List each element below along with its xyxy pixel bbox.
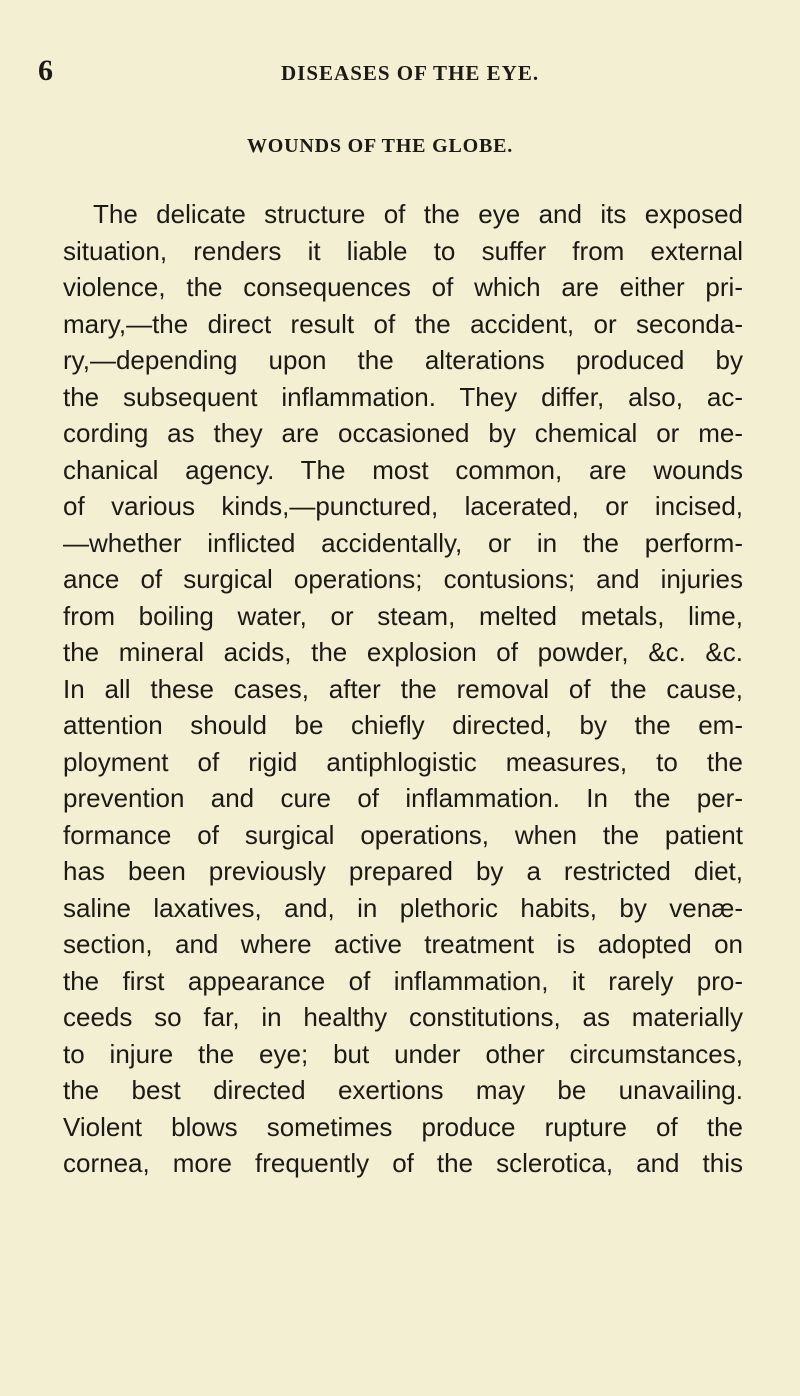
page-number: 6 bbox=[38, 54, 53, 87]
text-line: violence, the consequences of which are either pri- bbox=[63, 272, 743, 302]
text-line: situation, renders it liable to suffer from external bbox=[63, 235, 743, 266]
text-line: section, and where active treatment is adopted on bbox=[63, 929, 743, 959]
text-line: Violent blows sometimes produce rupture of the bbox=[63, 1111, 743, 1142]
running-header bbox=[38, 52, 762, 92]
text-line: chanical agency. The most common, are wounds bbox=[63, 454, 743, 485]
text-line: the subsequent inflammation. They differ, also, ac- bbox=[63, 381, 743, 412]
text-line: The delicate structure of the eye and its exposed bbox=[93, 199, 743, 229]
section-heading: WOUNDS OF THE GLOBE. bbox=[247, 135, 514, 157]
text-line: attention should be chiefly directed, by the em- bbox=[63, 710, 743, 740]
text-line: cording as they are occasioned by chemical or me- bbox=[63, 418, 743, 448]
text-line: to injure the eye; but under other circumstances, bbox=[63, 1038, 743, 1069]
text-line: the best directed exertions may be unavailing. bbox=[63, 1075, 743, 1105]
running-title: DISEASES OF THE EYE. bbox=[281, 61, 540, 85]
text-line: has been previously prepared by a restricted diet, bbox=[63, 856, 743, 886]
text-line: ceeds so far, in healthy constitutions, as materially bbox=[63, 1002, 743, 1032]
text-line: ry,—depending upon the alterations produced by bbox=[63, 345, 743, 375]
text-line: ployment of rigid antiphlogistic measures, to the bbox=[63, 746, 743, 777]
text-line: ance of surgical operations; contusions; and injuries bbox=[63, 564, 743, 594]
text-line: saline laxatives, and, in plethoric habits, by venæ- bbox=[63, 892, 743, 923]
text-line: from boiling water, or steam, melted metals, lime, bbox=[63, 600, 743, 631]
text-line: the first appearance of inflammation, it rarely pro- bbox=[63, 965, 743, 996]
text-line: mary,—the direct result of the accident, or seconda- bbox=[63, 308, 743, 339]
text-line: In all these cases, after the removal of the cause, bbox=[63, 673, 743, 704]
text-line: —whether inflicted accidentally, or in the perform- bbox=[63, 527, 743, 558]
text-line: prevention and cure of inflammation. In the per- bbox=[63, 783, 743, 813]
text-line: cornea, more frequently of the sclerotica, and this bbox=[63, 1148, 743, 1178]
body-paragraph bbox=[63, 196, 743, 1182]
text-line: of various kinds,—punctured, lacerated, or incised, bbox=[63, 491, 743, 521]
text-line: the mineral acids, the explosion of powder, &c. &c. bbox=[63, 637, 743, 667]
text-line: formance of surgical operations, when the patient bbox=[63, 819, 743, 850]
